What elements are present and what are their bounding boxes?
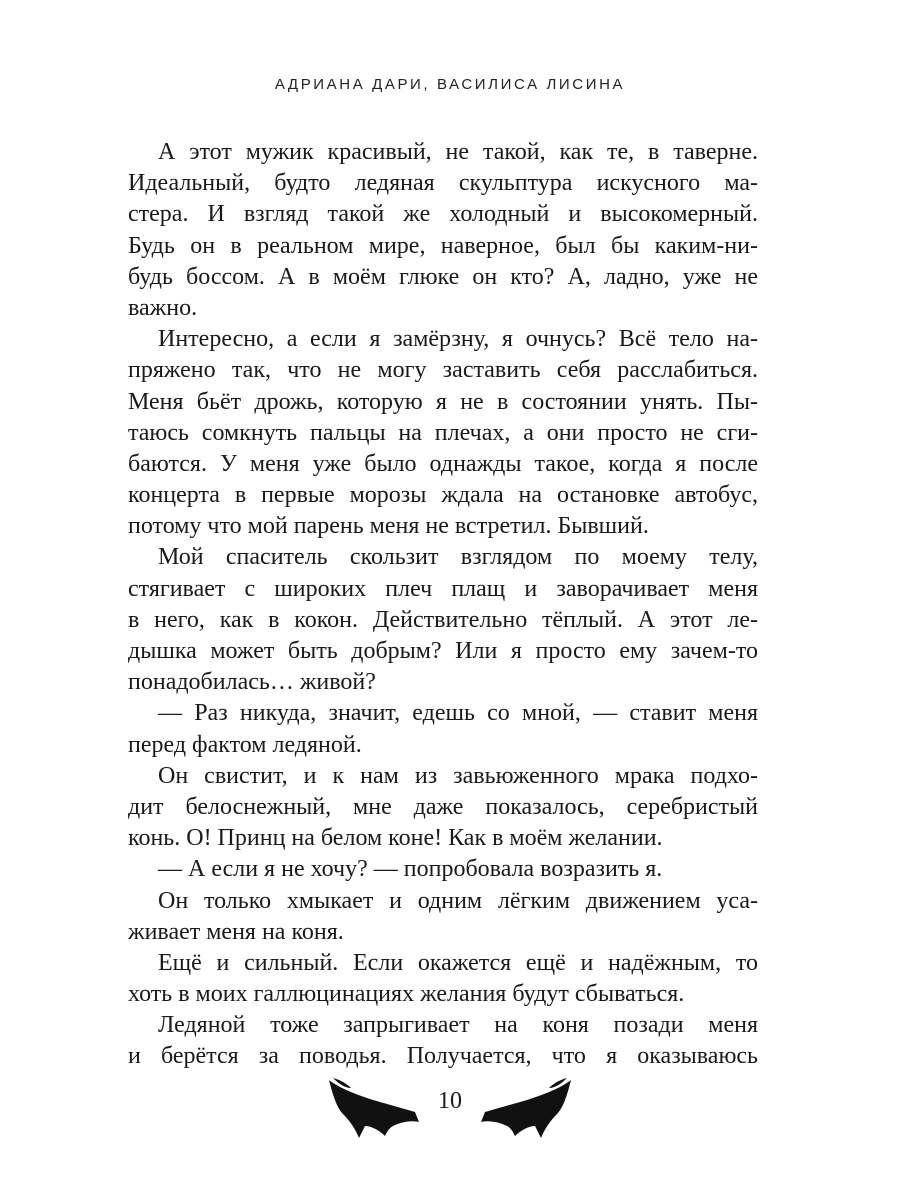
- running-head: АДРИАНА ДАРИ, ВАСИЛИСА ЛИСИНА: [274, 76, 626, 93]
- text-line: хоть в моих галлюцинациях желания будут сбываться.: [128, 981, 685, 1008]
- text-line: дит белоснежный, мне даже показалось, серебристый: [128, 793, 758, 820]
- text-line: Идеальный, будто ледяная скульптура искусного ма-: [128, 170, 758, 197]
- text-line: Ледяной тоже запрыгивает на коня позади меня: [158, 1012, 758, 1039]
- text-line: концерта в первые морозы ждала на остановке автобус,: [128, 482, 758, 509]
- text-line: Будь он в реальном мире, наверное, был бы каким-ни-: [128, 232, 758, 259]
- text-line: — А если я не хочу? — попробовала возразить я.: [158, 856, 663, 883]
- text-line: понадобилась… живой?: [128, 669, 376, 696]
- bat-wing-right-icon: [481, 1076, 573, 1138]
- text-line: перед фактом ледяной.: [128, 731, 362, 758]
- text-line: и берётся за поводья. Получается, что я оказываюсь: [128, 1043, 758, 1070]
- text-line: в него, как в кокон. Действительно тёплый. А этот ле-: [128, 606, 758, 633]
- text-line: Он свистит, и к нам из завьюженного мрака подхо-: [158, 762, 758, 789]
- text-line: Мой спаситель скользит взглядом по моему телу,: [158, 544, 758, 571]
- text-line: А этот мужик красивый, не такой, как те, в таверне.: [158, 139, 758, 165]
- bat-wing-left-icon: [327, 1076, 419, 1138]
- text-line: Он только хмыкает и одним лёгким движением уса-: [158, 887, 758, 914]
- text-line: будь боссом. А в моём глюке он кто? А, ладно, уже не: [128, 263, 758, 290]
- text-line: пряжено так, что не могу заставить себя расслабиться.: [128, 357, 758, 384]
- text-line: — Раз никуда, значит, едешь со мной, — ставит меня: [158, 700, 758, 727]
- text-line: Меня бьёт дрожь, которую я не в состоянии унять. Пы-: [128, 388, 758, 415]
- page-footer: [0, 1076, 900, 1146]
- body-text: [128, 137, 758, 1073]
- text-line: живает меня на коня.: [128, 918, 344, 945]
- text-line: потому что мой парень меня не встретил. Бывший.: [128, 513, 649, 540]
- text-line: Интересно, а если я замёрзну, я очнусь? Всё тело на-: [158, 326, 758, 353]
- text-line: стягивает с широких плеч плащ и заворачивает меня: [128, 575, 758, 602]
- text-line: конь. О! Принц на белом коне! Как в моём желании.: [128, 825, 663, 852]
- text-line: баются. У меня уже было однажды такое, когда я после: [128, 450, 758, 477]
- text-line: таюсь сомкнуть пальцы на плечах, а они просто не сги-: [128, 419, 758, 446]
- page-number: 10: [438, 1088, 462, 1114]
- text-line: Ещё и сильный. Если окажется ещё и надёжным, то: [158, 949, 758, 976]
- text-line: дышка может быть добрым? Или я просто ему зачем-то: [128, 638, 758, 664]
- text-line: важно.: [128, 294, 198, 321]
- text-line: стера. И взгляд такой же холодный и высокомерный.: [128, 201, 758, 228]
